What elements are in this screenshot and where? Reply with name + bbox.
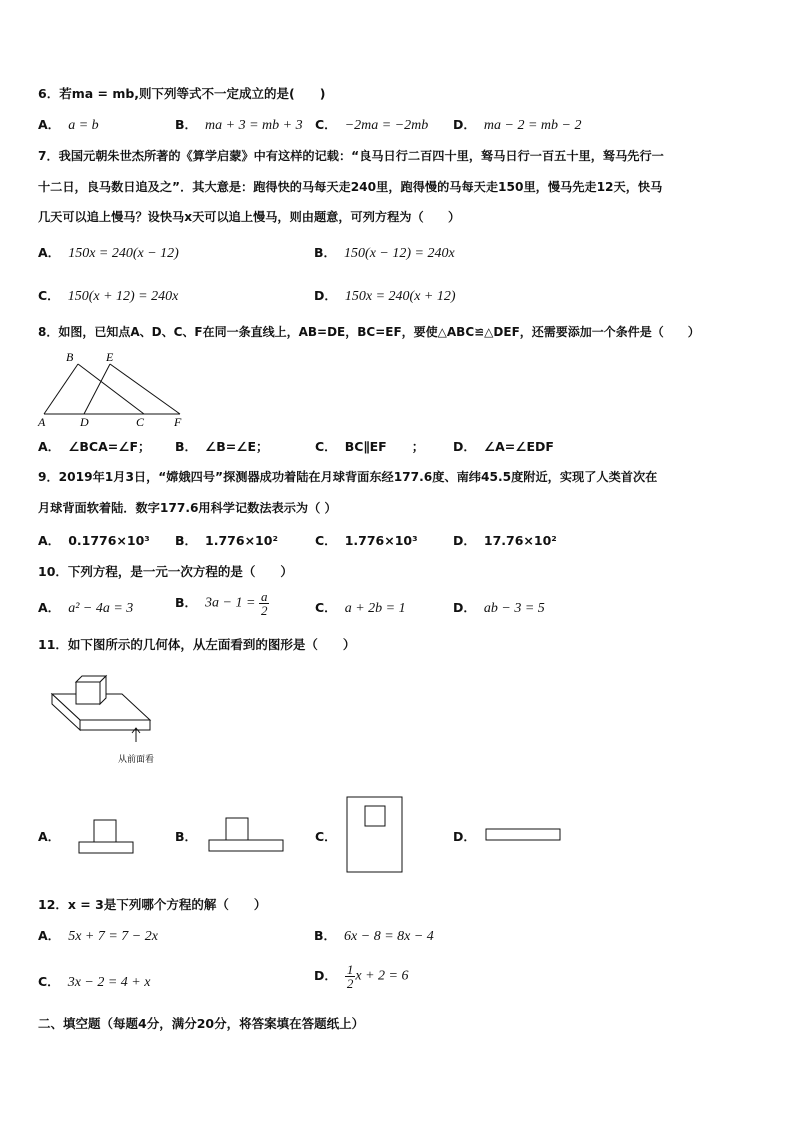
q10-option-c: C． a + 2b = 1 bbox=[315, 600, 406, 616]
q12-option-c: C． 3x − 2 = 4 + x bbox=[38, 974, 151, 990]
q6-stem: 6．若ma = mb,则下列等式不一定成立的是( ) bbox=[38, 86, 326, 101]
q9-stem-line2: 月球背面软着陆．数字177.6用科学记数法表示为（ ） bbox=[38, 501, 337, 515]
label-c: C bbox=[136, 415, 145, 429]
q6-option-b: B． ma + 3 = mb + 3 bbox=[175, 117, 303, 133]
q10-option-b: B． 3a − 1 = $\frac{a}{2}$ bbox=[175, 589, 268, 618]
label-b: B bbox=[66, 350, 74, 364]
q10-stem: 10．下列方程，是一元一次方程的是（ ） bbox=[38, 564, 293, 579]
q7-stem-line1: 7．我国元朝朱世杰所著的《算学启蒙》中有这样的记载：“良马日行二百四十里，驽马日行一百五十里，驽马先行一 bbox=[38, 149, 664, 163]
section-heading: 二、填空题（每题4分，满分20分，将答案填在答题纸上） bbox=[38, 1016, 365, 1031]
q11-option-a-figure bbox=[78, 819, 134, 855]
q11-option-b-label: B． bbox=[175, 829, 198, 844]
label-d: D bbox=[80, 415, 89, 429]
q8-option-b: B． ∠B=∠E； bbox=[175, 439, 269, 454]
q8-option-a: A． ∠BCA=∠F； bbox=[38, 439, 151, 454]
q6-option-a: A． a = b bbox=[38, 117, 99, 133]
q11-option-a-label: A． bbox=[38, 829, 61, 844]
q12-stem: 12．x = 3是下列哪个方程的解（ ） bbox=[38, 897, 267, 912]
q8-triangle-figure bbox=[36, 348, 196, 430]
q11-option-d-figure bbox=[485, 828, 563, 842]
q9-option-c: C． 1.776×10³ bbox=[315, 533, 418, 548]
q9-option-a: A． 0.1776×10³ bbox=[38, 533, 150, 548]
q11-stem: 11．如下图所示的几何体，从左面看到的图形是（ ） bbox=[38, 637, 356, 652]
q9-stem-line1: 9．2019年1月3日，“嫦娥四号”探测器成功着陆在月球背面东经177.6度、南纬45.5度附近，实现了人类首次在 bbox=[38, 470, 658, 484]
q10-option-d: D． ab − 3 = 5 bbox=[453, 600, 545, 616]
q9-option-d: D． 17.76×10² bbox=[453, 533, 557, 548]
q12-option-d: D． $\frac{1}{2}$ x + 2 = 6 bbox=[314, 962, 409, 991]
q12-option-b: B． 6x − 8 = 8x − 4 bbox=[314, 928, 434, 944]
q11-option-c-label: C． bbox=[315, 829, 337, 844]
q7-stem-line3: 几天可以追上慢马？设快马x天可以追上慢马，则由题意，可列方程为（ ） bbox=[38, 210, 461, 224]
q11-option-c-figure bbox=[346, 796, 404, 874]
q8-option-d: D． ∠A=∠EDF bbox=[453, 439, 554, 454]
q6-option-d: D． ma − 2 = mb − 2 bbox=[453, 117, 582, 133]
q7-option-c: C． 150(x + 12) = 240x bbox=[38, 288, 179, 304]
figure-caption: 从前面看 bbox=[118, 755, 155, 765]
q6-option-c: C． −2ma = −2mb bbox=[315, 117, 429, 133]
label-f: F bbox=[174, 415, 182, 429]
label-a: A bbox=[38, 415, 46, 429]
q7-option-a: A． 150x = 240(x − 12) bbox=[38, 245, 179, 261]
q12-option-a: A． 5x + 7 = 7 − 2x bbox=[38, 928, 158, 944]
q11-solid-figure bbox=[50, 672, 170, 768]
label-e: E bbox=[106, 350, 114, 364]
q8-option-c: C． BC∥EF ； bbox=[315, 439, 425, 454]
q7-option-b: B． 150(x − 12) = 240x bbox=[314, 245, 455, 261]
q7-stem-line2: 十二日，良马数日追及之”．其大意是：跑得快的马每天走240里，跑得慢的马每天走150里，慢马先走12天，快马 bbox=[38, 180, 663, 194]
q10-option-a: A． a² − 4a = 3 bbox=[38, 600, 134, 616]
q11-option-d-label: D． bbox=[453, 829, 476, 844]
q8-stem: 8．如图，已知点A、D、C、F在同一条直线上，AB=DE，BC=EF，要使△ABC≌△DEF，还需要添加一个条件是（ ） bbox=[38, 325, 700, 339]
q11-option-b-figure bbox=[208, 817, 284, 853]
q9-option-b: B． 1.776×10² bbox=[175, 533, 278, 548]
q7-option-d: D． 150x = 240(x + 12) bbox=[314, 288, 456, 304]
